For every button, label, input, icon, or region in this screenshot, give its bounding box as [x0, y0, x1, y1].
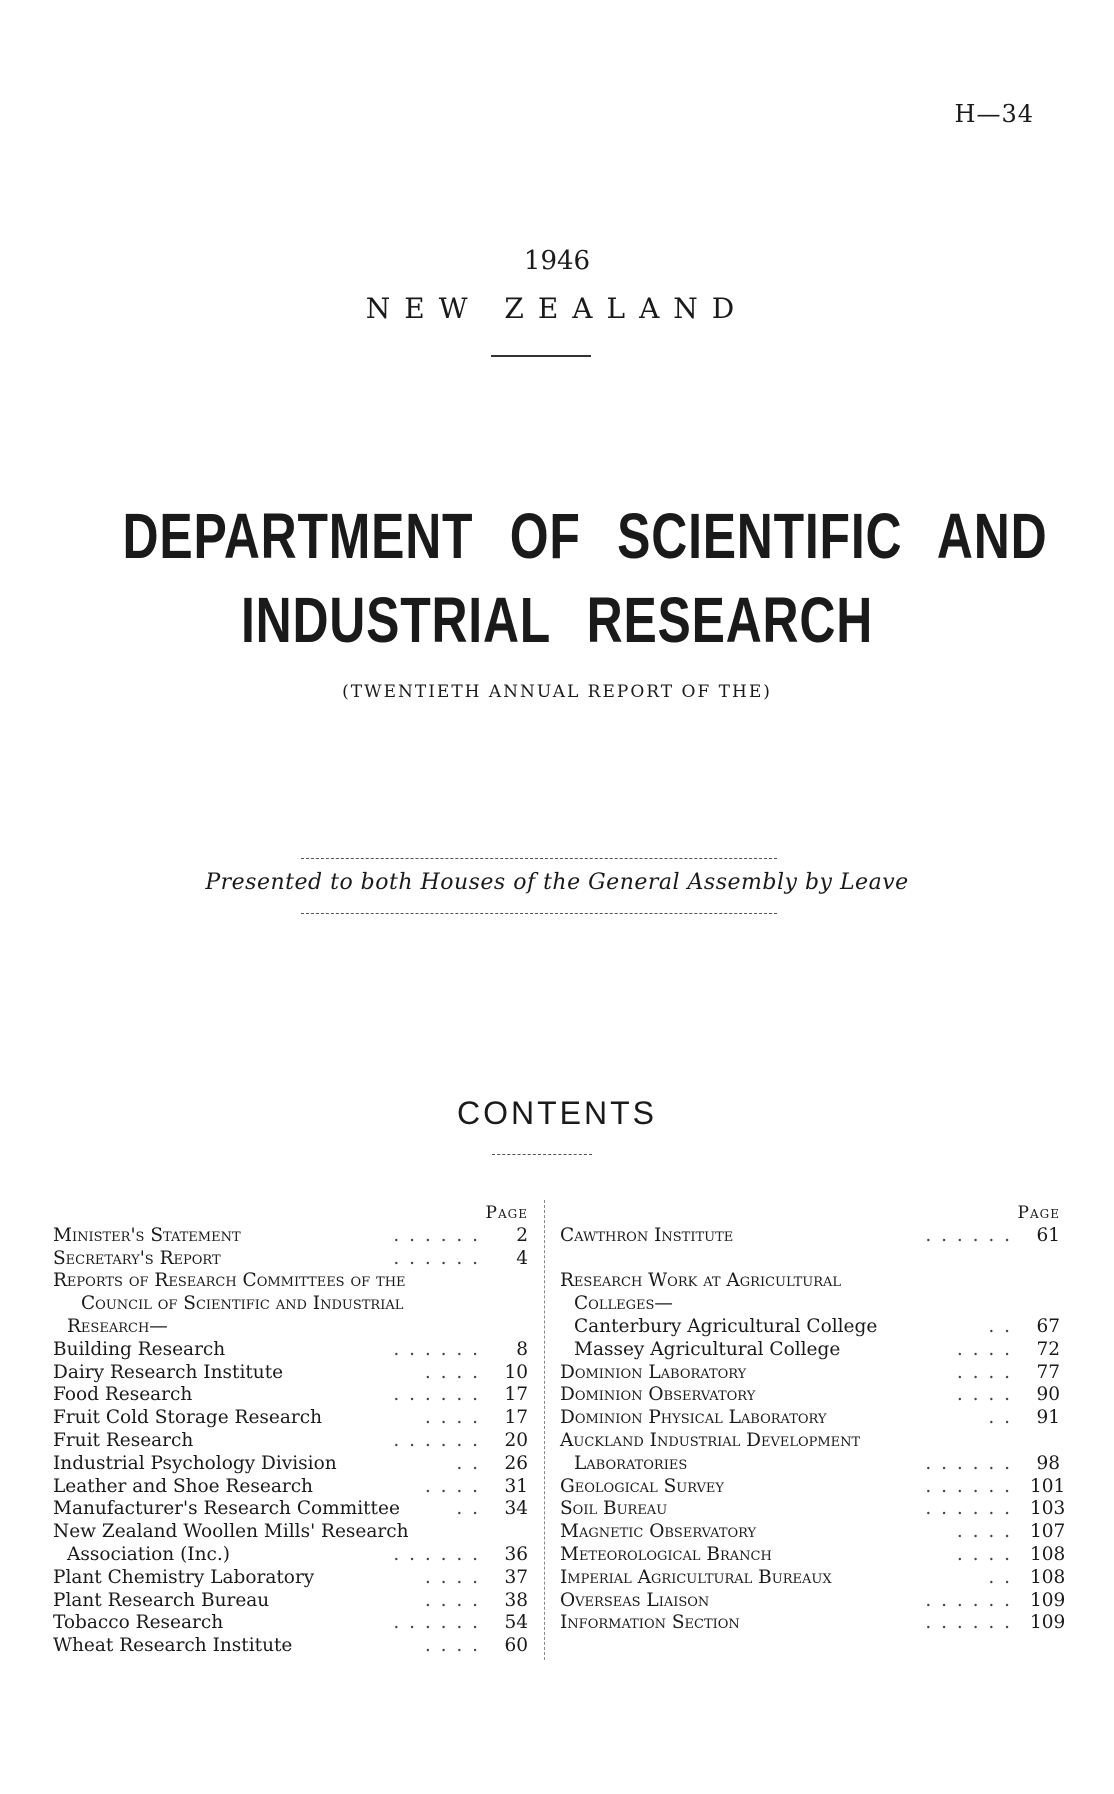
- toc-entry: [560, 1270, 1060, 1293]
- toc-entry-title: Fruit Cold Storage Research: [53, 1407, 323, 1429]
- toc-entry-title: Reports of Research Committees of the: [53, 1270, 406, 1292]
- toc-page-number: 98: [1036, 1452, 1060, 1474]
- toc-entry: [560, 1293, 1060, 1316]
- toc-entry-title: Wheat Research Institute: [53, 1635, 293, 1657]
- toc-leader-dots: . . . .: [956, 1361, 1012, 1383]
- toc-entry-title: Auckland Industrial Development: [560, 1429, 861, 1451]
- toc-entry-title: Food Research: [53, 1384, 193, 1406]
- toc-entry: [560, 1521, 1066, 1544]
- toc-leader-dots: . . . . . .: [925, 1452, 1012, 1474]
- toc-entry-title: New Zealand Woollen Mills' Research: [53, 1521, 409, 1543]
- toc-entry: [53, 1430, 528, 1453]
- toc-right-column: [560, 1202, 1066, 1635]
- toc-entry: [53, 1293, 528, 1316]
- toc-page-number: 109: [1030, 1589, 1066, 1611]
- toc-leader-dots: . . . .: [956, 1521, 1012, 1543]
- toc-leader-dots: . . . . . .: [393, 1384, 480, 1406]
- toc-entry: [560, 1453, 1060, 1476]
- country-heading: NEW ZEALAND: [365, 292, 749, 325]
- toc-leader-dots: . . . . . .: [393, 1247, 480, 1269]
- toc-page-number: 36: [504, 1543, 528, 1565]
- toc-entry-title: Colleges—: [574, 1293, 673, 1315]
- page-column-label: Page: [485, 1203, 528, 1223]
- toc-entry-title: Dairy Research Institute: [53, 1361, 284, 1383]
- toc-leader-dots: . .: [988, 1566, 1012, 1588]
- toc-page-number: 72: [1036, 1338, 1060, 1360]
- toc-entry-title: Imperial Agricultural Bureaux: [560, 1566, 832, 1588]
- toc-page-number: 109: [1030, 1612, 1066, 1634]
- toc-page-number: 2: [516, 1224, 528, 1246]
- toc-page-number: 38: [504, 1589, 528, 1611]
- toc-entry: [560, 1339, 1060, 1362]
- toc-entry-title: Secretary's Report: [53, 1247, 221, 1269]
- divider-contents: [492, 1154, 592, 1155]
- toc-entry-title: Soil Bureau: [560, 1498, 668, 1520]
- toc-entry: [560, 1566, 1066, 1590]
- toc-entry-title: Dominion Observatory: [560, 1384, 756, 1406]
- toc-entry: [53, 1225, 528, 1248]
- toc-entry-title: Geological Survey: [560, 1475, 724, 1497]
- toc-page-number: 107: [1030, 1521, 1066, 1543]
- toc-entry: [560, 1407, 1060, 1430]
- toc-page-number: 77: [1036, 1361, 1060, 1383]
- toc-entry-title: Plant Research Bureau: [53, 1589, 270, 1611]
- toc-entry-title: Overseas Liaison: [560, 1589, 710, 1611]
- toc-entry-title: Tobacco Research: [53, 1612, 224, 1634]
- toc-entry-title: Dominion Laboratory: [560, 1361, 747, 1383]
- toc-entry: [560, 1248, 1060, 1271]
- toc-entry: [560, 1612, 1066, 1635]
- toc-page-number: 101: [1030, 1475, 1066, 1497]
- toc-leader-dots: . . . .: [424, 1566, 480, 1588]
- toc-entry: [560, 1384, 1060, 1407]
- toc-leader-dots: . .: [456, 1498, 480, 1520]
- toc-page-number: 67: [1036, 1315, 1060, 1337]
- toc-page-number: 108: [1030, 1543, 1066, 1565]
- toc-page-number: 20: [504, 1429, 528, 1451]
- year: 1946: [523, 246, 591, 276]
- toc-page-number: 60: [504, 1635, 528, 1657]
- toc-leader-dots: . . . .: [956, 1338, 1012, 1360]
- column-divider: [544, 1200, 545, 1660]
- toc-entry-title: Research Work at Agricultural: [560, 1270, 842, 1292]
- toc-entry: [53, 1498, 528, 1521]
- toc-entry-title: Cawthron Institute: [560, 1224, 734, 1246]
- toc-entry-title: Association (Inc.): [67, 1543, 230, 1565]
- toc-entry: [53, 1567, 528, 1590]
- toc-entry-title: Building Research: [53, 1338, 226, 1360]
- page-column-label: Page: [1017, 1203, 1060, 1223]
- toc-page-number: 10: [504, 1361, 528, 1383]
- toc-entry-title: Research—: [67, 1315, 168, 1337]
- toc-page-number: 54: [504, 1612, 528, 1634]
- toc-entry-title: Massey Agricultural College: [574, 1338, 841, 1360]
- toc-page-number: 8: [516, 1338, 528, 1360]
- toc-leader-dots: . .: [988, 1315, 1012, 1337]
- toc-leader-dots: . . . .: [424, 1475, 480, 1497]
- toc-entry-title: Leather and Shoe Research: [53, 1475, 313, 1497]
- toc-entry: [53, 1384, 528, 1407]
- toc-left-entries: [53, 1225, 528, 1658]
- toc-page-number: 26: [504, 1452, 528, 1474]
- toc-leader-dots: . . . .: [956, 1384, 1012, 1406]
- toc-entry-title: Council of Scientific and Industrial: [81, 1293, 404, 1315]
- toc-entry: [560, 1362, 1060, 1385]
- toc-page-number: 108: [1030, 1566, 1066, 1588]
- toc-leader-dots: . . . .: [424, 1407, 480, 1429]
- toc-leader-dots: . .: [456, 1452, 480, 1474]
- toc-entry: [53, 1544, 528, 1567]
- toc-page-number: 4: [516, 1247, 528, 1269]
- toc-leader-dots: . . . . . .: [393, 1429, 480, 1451]
- toc-entry: [560, 1498, 1066, 1521]
- toc-entry-title: Canterbury Agricultural College: [574, 1315, 878, 1337]
- toc-entry-title: Fruit Research: [53, 1429, 194, 1451]
- toc-entry: [53, 1521, 528, 1544]
- toc-entry: [53, 1248, 528, 1271]
- toc-entry: [53, 1316, 528, 1339]
- toc-entry-title: Industrial Psychology Division: [53, 1452, 337, 1474]
- toc-entry: [560, 1225, 1060, 1248]
- toc-leader-dots: . . . . . .: [925, 1475, 1012, 1497]
- toc-entry-title: Dominion Physical Laboratory: [560, 1407, 827, 1429]
- title-line-2: INDUSTRIAL RESEARCH: [240, 584, 874, 656]
- divider-dashed-bottom: [301, 913, 777, 914]
- toc-page-number: 37: [504, 1566, 528, 1588]
- toc-leader-dots: . . . . . .: [925, 1612, 1012, 1634]
- divider-dashed-top: [301, 858, 777, 859]
- toc-entry: [560, 1475, 1066, 1499]
- toc-leader-dots: . . . .: [424, 1635, 480, 1657]
- toc-entry: [560, 1316, 1060, 1339]
- document-reference: H—34: [954, 100, 1034, 128]
- toc-leader-dots: . . . .: [424, 1361, 480, 1383]
- toc-page-number: 90: [1036, 1384, 1060, 1406]
- toc-entry-title: Magnetic Observatory: [560, 1521, 757, 1543]
- toc-entry-title: Manufacturer's Research Committee: [53, 1498, 400, 1520]
- toc-leader-dots: . .: [988, 1407, 1012, 1429]
- toc-left-column: [53, 1202, 528, 1658]
- toc-leader-dots: . . . . . .: [393, 1543, 480, 1565]
- toc-page-number: 17: [504, 1384, 528, 1406]
- toc-page-number: 91: [1036, 1407, 1060, 1429]
- toc-entry: [560, 1589, 1066, 1613]
- toc-entry: [53, 1339, 528, 1362]
- toc-entry-title: Minister's Statement: [53, 1224, 241, 1246]
- toc-leader-dots: . . . . . .: [393, 1612, 480, 1634]
- toc-leader-dots: . . . .: [956, 1543, 1012, 1565]
- toc-leader-dots: . . . . . .: [393, 1338, 480, 1360]
- toc-leader-dots: . . . . . .: [925, 1224, 1012, 1246]
- toc-entry: [53, 1476, 528, 1499]
- toc-entry: [53, 1453, 528, 1476]
- toc-leader-dots: . . . .: [424, 1589, 480, 1611]
- subtitle: (TWENTIETH ANNUAL REPORT OF THE): [342, 682, 772, 702]
- toc-entry: [53, 1362, 528, 1385]
- toc-entry-title: Information Section: [560, 1612, 740, 1634]
- toc-leader-dots: . . . . . .: [925, 1498, 1012, 1520]
- divider-rule: [491, 355, 591, 357]
- presented-line: Presented to both Houses of the General Assembly by Leave: [205, 870, 909, 895]
- toc-page-number: 61: [1036, 1224, 1060, 1246]
- toc-entry: [53, 1407, 528, 1430]
- toc-right-entries: [560, 1224, 1066, 1635]
- title-line-1: DEPARTMENT OF SCIENTIFIC AND: [122, 500, 1048, 572]
- toc-entry-title: Plant Chemistry Laboratory: [53, 1566, 315, 1588]
- toc-leader-dots: . . . . . .: [925, 1589, 1012, 1611]
- toc-page-number: 103: [1030, 1498, 1066, 1520]
- toc-entry: [560, 1430, 1060, 1453]
- toc-entry: [53, 1270, 528, 1293]
- toc-page-number: 31: [504, 1475, 528, 1497]
- toc-entry: [53, 1612, 528, 1635]
- toc-entry-title: Meteorological Branch: [560, 1543, 772, 1565]
- toc-entry: [53, 1590, 528, 1613]
- toc-entry: [560, 1543, 1066, 1567]
- toc-entry-title: Laboratories: [574, 1452, 688, 1474]
- toc-leader-dots: . . . . . .: [393, 1224, 480, 1246]
- toc-page-number: 34: [504, 1498, 528, 1520]
- toc-page-number: 17: [504, 1407, 528, 1429]
- toc-entry: [53, 1635, 528, 1658]
- contents-heading: CONTENTS: [457, 1095, 657, 1131]
